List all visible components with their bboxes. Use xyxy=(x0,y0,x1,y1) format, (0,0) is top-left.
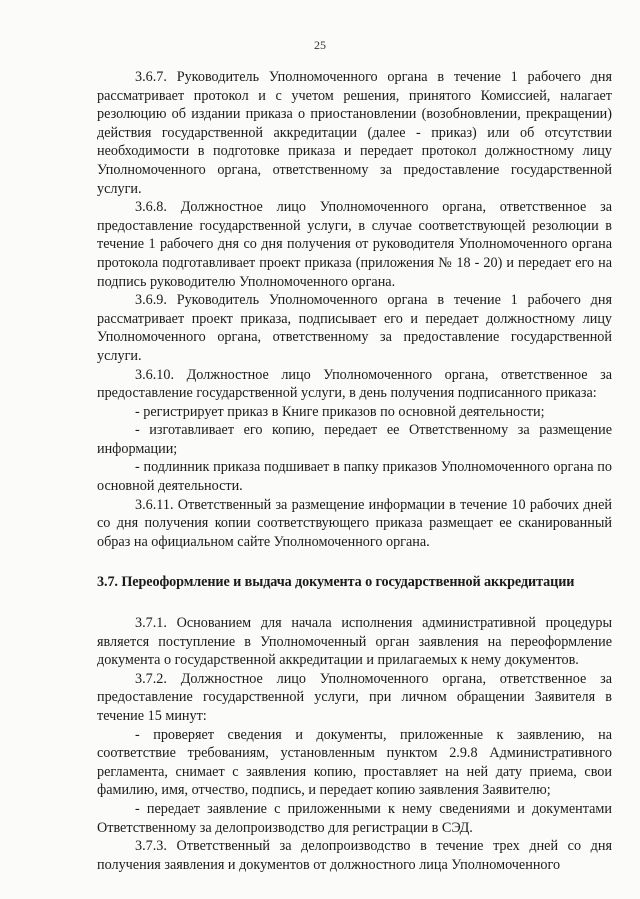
paragraph-3-6-9: 3.6.9. Руководитель Уполномоченного органа в течение 1 рабочего дня рассматривает проект приказа, подписывает его и передает должностному лицу Уполномоченного органа, ответственному за предоставление государственной услуги. xyxy=(97,292,612,364)
paragraph-3-7-2: 3.7.2. Должностное лицо Уполномоченного органа, ответственное за предоставление государственной услуги, при личном обращении Заявителя в течение 15 минут: xyxy=(97,670,612,724)
list-item-file-original: - подлинник приказа подшивает в папку приказов Уполномоченного органа по основной деятельности. xyxy=(97,459,612,495)
list-item-check-documents: - проверяет сведения и документы, приложенные к заявлению, на соответствие требованиям, установленным пунктом 2.9.8 Административного регламента, снимает с заявления копию, проставляет на ней дату приема, свои фамилию, имя, отчество, подпись, и передает копию заявления Заявителю; xyxy=(97,726,612,799)
section-heading-3-7: 3.7. Переоформление и выдача документа о государственной аккредитации xyxy=(97,574,575,591)
paragraph-3-7-3: 3.7.3. Ответственный за делопроизводство в течение трех дней со дня получения заявления и документов от должностного лица Уполномоченного xyxy=(97,838,612,873)
list-item-make-copy: - изготавливает его копию, передает ее Ответственному за размещение информации; xyxy=(97,422,612,457)
paragraph-3-6-10: 3.6.10. Должностное лицо Уполномоченного органа, ответственное за предоставление государственной услуги, в день получения подписанного приказа: xyxy=(97,366,612,402)
paragraph-3-7-1: 3.7.1. Основанием для начала исполнения административной процедуры является поступление в Уполномоченный орган заявления на переоформление документа о государственной аккредитации и прилагаемых к нему документов. xyxy=(97,615,612,669)
paragraph-3-6-7: 3.6.7. Руководитель Уполномоченного органа в течение 1 рабочего дня рассматривает протокол и с учетом решения, принятого Комиссией, налагает резолюцию об издании приказа о приостановлении (возобновлении, прекращении) действия государственной аккредитации (далее - приказ) или об отсутствии необходимости в подготовке приказа и передает протокол должностному лицу Уполномоченного органа, ответственному за предоставление государственной услуги. xyxy=(97,69,612,197)
page-number: 25 xyxy=(314,38,326,52)
document-body xyxy=(97,68,612,874)
list-item-register-order: - регистрирует приказ в Книге приказов по основной деятельности; xyxy=(135,403,545,420)
paragraph-3-6-8: 3.6.8. Должностное лицо Уполномоченного органа, ответственное за предоставление государственной услуги, в случае соответствующей резолюции в течение 1 рабочего дня со дня получения от руководителя Уполномоченного органа протокола подготавливает проект приказа (приложения № 18 - 20) и передает его на подпись руководителю Уполномоченного органа. xyxy=(97,199,612,290)
list-item-pass-application: - передает заявление с приложенными к нему сведениями и документами Ответственному за делопроизводство для регистрации в СЭД. xyxy=(97,800,612,836)
paragraph-3-6-11: 3.6.11. Ответственный за размещение информации в течение 10 рабочих дней со дня получения копии соответствующего приказа размещает ее сканированный образ на официальном сайте Уполномоченного органа. xyxy=(97,496,612,550)
